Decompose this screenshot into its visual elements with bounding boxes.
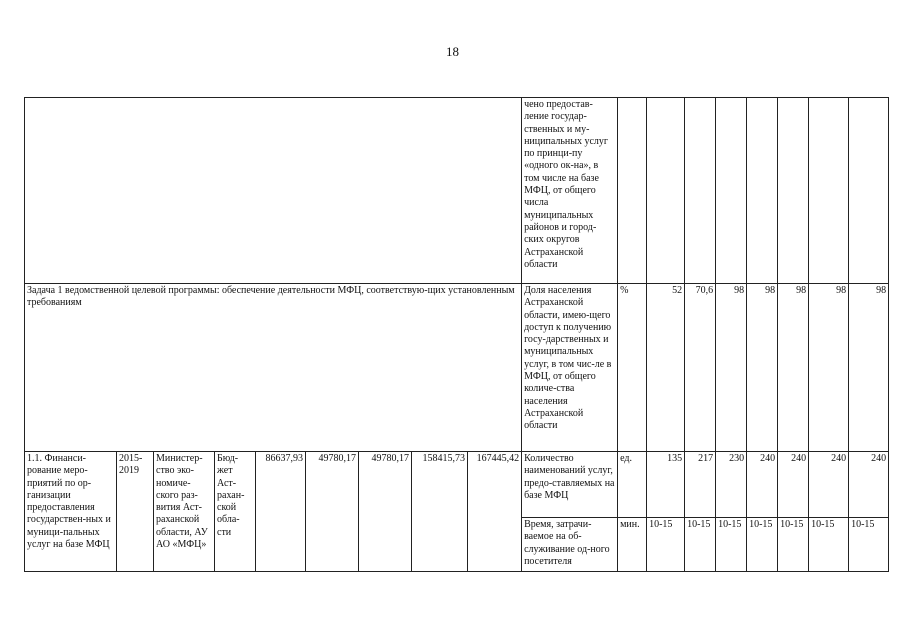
value-cell: 230 bbox=[716, 452, 747, 518]
indicator-cell: Количество наименований услуг, предо-ставляемых на базе МФЦ bbox=[522, 452, 618, 518]
value-cell: 52 bbox=[647, 284, 685, 452]
value-cell: 240 bbox=[747, 452, 778, 518]
measure-name-cell: 1.1. Финанси-рование меро-приятий по ор-ганизации предоставления государствен-ных и муници-пальных услуг на базе МФЦ bbox=[25, 452, 117, 572]
empty-cell bbox=[747, 98, 778, 284]
indicator-cell: Время, затрачи-ваемое на об-служивание од-ного посетителя bbox=[522, 518, 618, 572]
value-cell: 70,6 bbox=[685, 284, 716, 452]
funding-cell: 49780,17 bbox=[359, 452, 412, 572]
value-cell: 217 bbox=[685, 452, 716, 518]
value-cell: 98 bbox=[716, 284, 747, 452]
executor-cell: Министер-ство эко-номиче-ского раз-вития Аст-раханской области, АУ АО «МФЦ» bbox=[154, 452, 215, 572]
value-cell: 98 bbox=[809, 284, 849, 452]
source-cell: Бюд-жет Аст-рахан-ской обла-сти bbox=[215, 452, 256, 572]
empty-cell bbox=[809, 98, 849, 284]
unit-cell: % bbox=[618, 284, 647, 452]
empty-cell bbox=[685, 98, 716, 284]
value-cell: 98 bbox=[778, 284, 809, 452]
page-number: 18 bbox=[446, 44, 459, 59]
empty-cell bbox=[716, 98, 747, 284]
unit-cell: мин. bbox=[618, 518, 647, 572]
unit-cell: ед. bbox=[618, 452, 647, 518]
value-cell: 10-15 bbox=[685, 518, 716, 572]
value-cell: 240 bbox=[849, 452, 889, 518]
funding-cell: 86637,93 bbox=[256, 452, 306, 572]
value-cell: 10-15 bbox=[716, 518, 747, 572]
funding-cell: 49780,17 bbox=[306, 452, 359, 572]
period-cell: 2015-2019 bbox=[117, 452, 154, 572]
table-row bbox=[25, 284, 889, 452]
empty-cell bbox=[849, 98, 889, 284]
table-row bbox=[25, 98, 889, 284]
indicator-cell: чено предостав-ление государ-ственных и му-ниципальных услуг по принци-пу «одного ок-на», в том числе на базе МФЦ, от общего числа муниципальных районов и город-ских округов Астраханской области bbox=[522, 98, 618, 284]
empty-cell bbox=[647, 98, 685, 284]
value-cell: 98 bbox=[849, 284, 889, 452]
funding-cell: 158415,73 bbox=[412, 452, 468, 572]
value-cell: 10-15 bbox=[778, 518, 809, 572]
indicator-cell: Доля населения Астраханской области, имею-щего доступ к получению госу-дарственных и муниципальных услуг, в том чис-ле в МФЦ, от общего количе-ства населения Астраханской области bbox=[522, 284, 618, 452]
empty-cell bbox=[778, 98, 809, 284]
task-text-cell: Задача 1 ведомственной целевой программы: обеспечение деятельности МФЦ, соответствую-щих установленным требованиям bbox=[25, 284, 522, 452]
value-cell: 135 bbox=[647, 452, 685, 518]
value-cell: 240 bbox=[809, 452, 849, 518]
empty-cell bbox=[25, 98, 522, 284]
value-cell: 10-15 bbox=[849, 518, 889, 572]
value-cell: 240 bbox=[778, 452, 809, 518]
value-cell: 10-15 bbox=[747, 518, 778, 572]
funding-cell: 167445,42 bbox=[468, 452, 522, 572]
table-row bbox=[25, 452, 889, 518]
value-cell: 10-15 bbox=[647, 518, 685, 572]
program-table bbox=[24, 97, 889, 572]
value-cell: 10-15 bbox=[809, 518, 849, 572]
empty-cell bbox=[618, 98, 647, 284]
value-cell: 98 bbox=[747, 284, 778, 452]
